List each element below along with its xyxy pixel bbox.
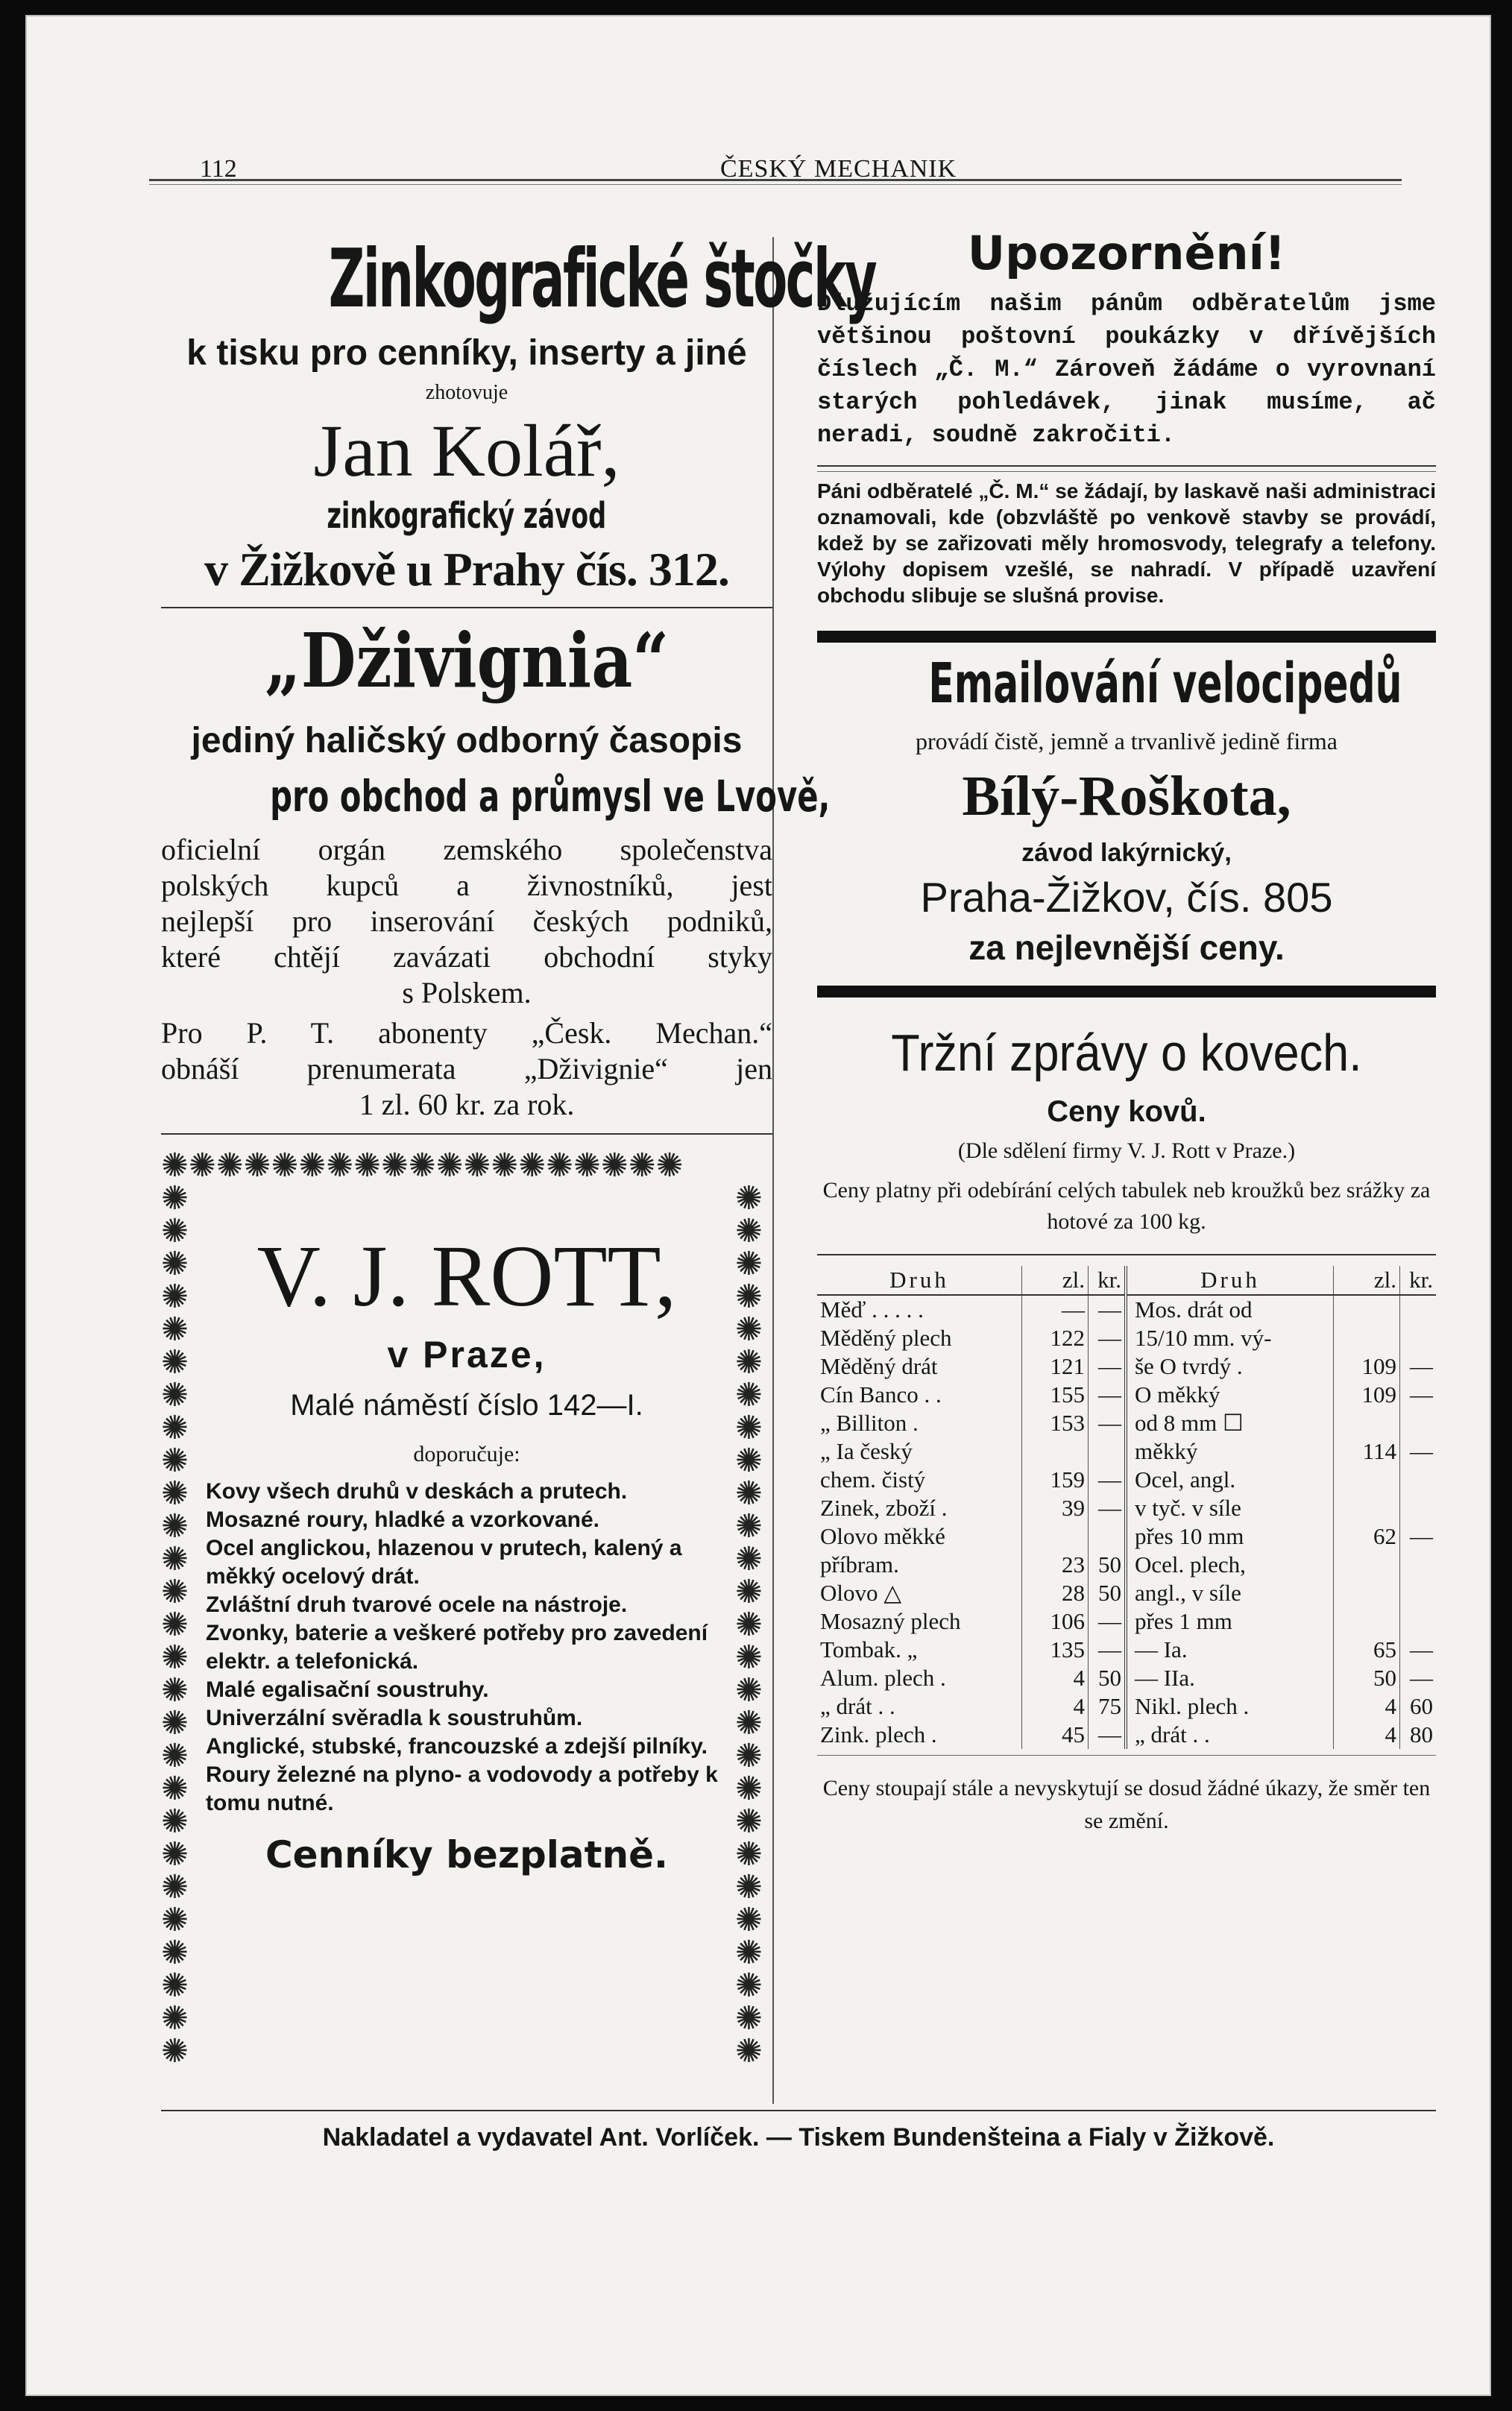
table-row bbox=[817, 1494, 1436, 1522]
bottom-rule bbox=[161, 2110, 1436, 2111]
table-cell-zl: 109 bbox=[1334, 1381, 1400, 1409]
table-cell-kr bbox=[1400, 1494, 1437, 1522]
table-cell-zl: 106 bbox=[1021, 1607, 1088, 1636]
table-cell-name: Mos. drát od bbox=[1126, 1295, 1334, 1324]
table-cell-zl: 62 bbox=[1334, 1522, 1400, 1551]
table-cell-name: přes 1 mm bbox=[1126, 1607, 1334, 1636]
rott-items bbox=[206, 1478, 728, 1818]
table-cell-name: — Ia. bbox=[1126, 1636, 1334, 1664]
dzivignia-ad bbox=[161, 608, 831, 1123]
rott-item: Zvláštní druh tvarové ocele na nástroje. bbox=[206, 1592, 628, 1617]
dzivignia-line1: jediný haličský odborný časopis bbox=[191, 721, 743, 760]
market-subtitle: Ceny kovů. bbox=[1047, 1095, 1206, 1128]
table-row bbox=[817, 1664, 1436, 1692]
table-row bbox=[817, 1692, 1436, 1721]
table-cell-name: Tombak. „ bbox=[820, 1636, 918, 1663]
table-cell-name: še O tvrdý . bbox=[1126, 1352, 1334, 1381]
divider bbox=[817, 986, 1436, 998]
divider bbox=[161, 1133, 772, 1135]
table-cell-name: Ocel. plech, bbox=[1126, 1551, 1334, 1579]
table-cell-name: „ drát . . bbox=[1126, 1721, 1334, 1749]
table-cell-kr bbox=[1400, 1551, 1437, 1579]
email-price: za nejlevnější ceny. bbox=[968, 928, 1285, 967]
table-cell-zl bbox=[1334, 1409, 1400, 1437]
rott-item: Mosazné roury, hladké a vzorkované. bbox=[206, 1507, 599, 1532]
table-row bbox=[817, 1579, 1436, 1607]
imprint-footer: Nakladatel a vydavatel Ant. Vorlíček. — Tiskem Bundenšteina a Fialy v Žižkově. bbox=[322, 2123, 1275, 2152]
dzivignia-line2: pro obchod a průmysl ve Lvově, bbox=[270, 771, 831, 822]
zinko-name: Jan Kolář, bbox=[313, 409, 620, 492]
notice-title: Upozornění! bbox=[967, 226, 1286, 280]
table-header-kr: kr. bbox=[1400, 1266, 1437, 1295]
table-row bbox=[817, 1381, 1436, 1409]
table-cell-name: od 8 mm ☐ bbox=[1126, 1409, 1334, 1437]
table-cell-kr: 60 bbox=[1400, 1692, 1437, 1721]
table-row bbox=[817, 1324, 1436, 1352]
table-cell-zl bbox=[1334, 1551, 1400, 1579]
table-cell-kr: — bbox=[1088, 1295, 1126, 1324]
zinko-title: Zinkografické štočky bbox=[328, 233, 876, 326]
table-cell-zl: 155 bbox=[1021, 1381, 1088, 1409]
email-firm: Bílý-Roškota, bbox=[962, 765, 1291, 828]
table-cell-name: Měděný plech bbox=[820, 1325, 952, 1351]
header-rule-thin bbox=[149, 184, 1402, 185]
table-cell-zl: 4 bbox=[1334, 1692, 1400, 1721]
table-cell-name: Olovo měkké bbox=[820, 1523, 945, 1549]
table-cell-name: — IIa. bbox=[1126, 1664, 1334, 1692]
divider bbox=[817, 465, 1436, 467]
header-rule bbox=[149, 179, 1402, 181]
table-cell-zl: 122 bbox=[1021, 1324, 1088, 1352]
table-row bbox=[817, 1437, 1436, 1466]
table-cell-name: Olovo △ bbox=[820, 1580, 902, 1606]
divider bbox=[817, 471, 1436, 472]
zinko-ad bbox=[161, 224, 876, 599]
table-cell-name: Zink. plech . bbox=[820, 1721, 937, 1747]
table-cell-kr bbox=[1400, 1324, 1437, 1352]
table-cell-zl bbox=[1021, 1437, 1088, 1466]
table-cell-zl: 114 bbox=[1334, 1437, 1400, 1466]
table-cell-name: měkký bbox=[1126, 1437, 1334, 1466]
table-header-zl: zl. bbox=[1021, 1266, 1088, 1295]
table-cell-zl: 159 bbox=[1021, 1466, 1088, 1494]
table-cell-zl: 23 bbox=[1021, 1551, 1088, 1579]
table-cell-zl: 65 bbox=[1334, 1636, 1400, 1664]
dzivignia-body-line: které chtějí zavázati obchodní styky bbox=[161, 940, 772, 974]
table-cell-zl: 109 bbox=[1334, 1352, 1400, 1381]
table-cell-name: „ Ia český bbox=[820, 1438, 913, 1464]
table-header-row bbox=[817, 1266, 1436, 1295]
dzivignia-subs2: obnáší prenumerata „Dživignie“ jen bbox=[161, 1052, 772, 1085]
table-cell-name: „ Billiton . bbox=[820, 1410, 919, 1436]
table-cell-zl bbox=[1021, 1522, 1088, 1551]
notice-section bbox=[817, 224, 1436, 608]
table-cell-kr: 80 bbox=[1400, 1721, 1437, 1749]
table-row bbox=[817, 1522, 1436, 1551]
table-row bbox=[817, 1295, 1436, 1324]
table-cell-zl bbox=[1334, 1579, 1400, 1607]
metal-price-table bbox=[817, 1266, 1436, 1749]
table-row bbox=[817, 1551, 1436, 1579]
table-row bbox=[817, 1636, 1436, 1664]
table-cell-kr: 75 bbox=[1088, 1692, 1126, 1721]
table-cell-kr: — bbox=[1088, 1324, 1126, 1352]
market-intro: Ceny platny při odebírání celých tabulek neb kroužků bez srážky za hotové za 100 kg. bbox=[822, 1178, 1431, 1234]
table-cell-name: Ocel, angl. bbox=[1126, 1466, 1334, 1494]
rott-item: Malé egalisační soustruhy. bbox=[206, 1677, 489, 1702]
dzivignia-body-line: nejlepší pro inserování českých podniků, bbox=[161, 904, 772, 938]
table-cell-kr: — bbox=[1088, 1494, 1126, 1522]
table-cell-kr: — bbox=[1088, 1636, 1126, 1664]
table-cell-zl bbox=[1334, 1466, 1400, 1494]
column-separator bbox=[772, 237, 774, 2104]
table-cell-zl: 121 bbox=[1021, 1352, 1088, 1381]
table-cell-name: angl., v síle bbox=[1126, 1579, 1334, 1607]
ornament-border-right-icon: ✺ ✺ ✺ ✺ ✺ ✺ ✺ ✺ ✺ ✺ ✺ ✺ ✺ ✺ ✺ ✺ ✺ ✺ ✺ ✺ ✺ ✺ ✺ ✺ ✺ ✺ ✺ bbox=[735, 1182, 763, 2062]
table-cell-zl bbox=[1334, 1494, 1400, 1522]
divider bbox=[817, 631, 1436, 643]
email-address: Praha-Žižkov, čís. 805 bbox=[920, 874, 1333, 921]
table-cell-name: v tyč. v síle bbox=[1126, 1494, 1334, 1522]
rott-item: Kovy všech druhů v deskách a prutech. bbox=[206, 1479, 628, 1504]
table-cell-name: Alum. plech . bbox=[820, 1665, 946, 1691]
table-cell-zl: 50 bbox=[1334, 1664, 1400, 1692]
table-cell-kr: — bbox=[1088, 1721, 1126, 1749]
table-cell-kr: — bbox=[1400, 1522, 1437, 1551]
table-cell-name: Zinek, zboží . bbox=[820, 1495, 948, 1521]
rott-city: v Praze, bbox=[387, 1334, 546, 1375]
table-cell-kr: 50 bbox=[1088, 1664, 1126, 1692]
market-source: (Dle sdělení firmy V. J. Rott v Praze.) bbox=[957, 1138, 1296, 1163]
table-cell-name: chem. čistý bbox=[820, 1466, 926, 1493]
table-cell-kr: — bbox=[1400, 1352, 1437, 1381]
table-row bbox=[817, 1352, 1436, 1381]
zinko-small: zhotovuje bbox=[425, 381, 508, 404]
market-title: Tržní zprávy o kovech. bbox=[891, 1024, 1362, 1082]
dzivignia-title: „Dživignia“ bbox=[264, 617, 670, 705]
market-footnote: Ceny stoupají stále a nevyskytují se dosud žádné úkazy, že směr ten se změní. bbox=[822, 1776, 1431, 1833]
table-cell-kr: — bbox=[1088, 1381, 1126, 1409]
table-header-druh: Druh bbox=[817, 1266, 1021, 1295]
table-cell-kr: 50 bbox=[1088, 1551, 1126, 1579]
table-cell-kr bbox=[1400, 1579, 1437, 1607]
notice-body: Dlužujícím našim pánům odběratelům jsme většinou poštovní poukázky v dřívějších číslech „Č. M.“ Zároveň žádáme o vyrovnaní starých pohledávek, jinak musíme, ač neradi, soudně zakročiti. bbox=[817, 290, 1436, 449]
table-header-zl: zl. bbox=[1334, 1266, 1400, 1295]
table-cell-zl: 39 bbox=[1021, 1494, 1088, 1522]
table-cell-kr bbox=[1088, 1437, 1126, 1466]
table-header-kr: kr. bbox=[1088, 1266, 1126, 1295]
table-cell-kr bbox=[1400, 1607, 1437, 1636]
divider bbox=[817, 1755, 1436, 1756]
right-column bbox=[817, 224, 1436, 1838]
table-cell-kr bbox=[1400, 1409, 1437, 1437]
table-cell-name: Měď . . . . . bbox=[820, 1296, 924, 1323]
rott-recommends: doporučuje: bbox=[413, 1442, 520, 1466]
ornament-border-left-icon: ✺ ✺ ✺ ✺ ✺ ✺ ✺ ✺ ✺ ✺ ✺ ✺ ✺ ✺ ✺ ✺ ✺ ✺ ✺ ✺ ✺ ✺ ✺ ✺ ✺ ✺ ✺ bbox=[161, 1182, 189, 2062]
rott-ad bbox=[161, 1150, 772, 2067]
table-cell-name: Mosazný plech bbox=[820, 1608, 961, 1634]
table-cell-kr: — bbox=[1400, 1381, 1437, 1409]
table-row bbox=[817, 1721, 1436, 1749]
email-line1: provádí čistě, jemně a trvanlivě jedině firma bbox=[916, 728, 1338, 754]
email-ad bbox=[817, 643, 1436, 971]
table-cell-name: Nikl. plech . bbox=[1126, 1692, 1334, 1721]
rott-item: Ocel anglickou, hlazenou v prutech, kalený a měkký ocelový drát. bbox=[206, 1536, 682, 1589]
notice-body2: Páni odběratelé „Č. M.“ se žádají, by laskavě naši administraci oznamovali, kde (obzvláště po venkově stavby se provádí, kdež by se zařizovati měly hromosvody, telegrafy a telefony. Výlohy dopisem vzešlé, se nahradí. V případě uzavření obchodu slibuje se slušná provise. bbox=[817, 479, 1436, 607]
table-cell-kr: — bbox=[1088, 1352, 1126, 1381]
journal-title: ČESKÝ MECHANIK bbox=[720, 155, 957, 183]
table-cell-kr: 50 bbox=[1088, 1579, 1126, 1607]
table-cell-kr: — bbox=[1088, 1607, 1126, 1636]
rott-item: Zvonky, baterie a veškeré potřeby pro zavedení elektr. a telefonická. bbox=[206, 1621, 708, 1674]
table-row bbox=[817, 1409, 1436, 1437]
table-cell-kr bbox=[1400, 1466, 1437, 1494]
table-cell-name: přes 10 mm bbox=[1126, 1522, 1334, 1551]
table-row bbox=[817, 1607, 1436, 1636]
rott-item: Anglické, stubské, francouzské a zdejší pilníky. bbox=[206, 1734, 708, 1759]
zinko-address: v Žižkově u Prahy čís. 312. bbox=[204, 543, 729, 596]
dzivignia-body-line: s Polskem. bbox=[402, 976, 532, 1009]
table-cell-zl bbox=[1334, 1295, 1400, 1324]
table-cell-zl: 135 bbox=[1021, 1636, 1088, 1664]
table-cell-kr: — bbox=[1088, 1466, 1126, 1494]
table-cell-kr bbox=[1088, 1522, 1126, 1551]
table-cell-zl bbox=[1334, 1607, 1400, 1636]
table-cell-zl: 4 bbox=[1021, 1692, 1088, 1721]
table-cell-zl: 4 bbox=[1334, 1721, 1400, 1749]
table-cell-zl: 4 bbox=[1021, 1664, 1088, 1692]
email-title: Emailování velocipedů bbox=[928, 652, 1402, 716]
rott-item: Univerzální svěradla k soustruhům. bbox=[206, 1706, 583, 1730]
page-number: 112 bbox=[200, 155, 237, 183]
table-cell-kr: — bbox=[1400, 1636, 1437, 1664]
table-cell-zl: 28 bbox=[1021, 1579, 1088, 1607]
table-cell-kr bbox=[1400, 1295, 1437, 1324]
table-cell-name: O měkký bbox=[1126, 1381, 1334, 1409]
table-cell-kr: — bbox=[1088, 1409, 1126, 1437]
dzivignia-subs1: Pro P. T. abonenty „Česk. Mechan.“ bbox=[161, 1016, 772, 1050]
divider bbox=[817, 1254, 1436, 1255]
zinko-firm: zinkografický závod bbox=[327, 495, 607, 537]
zinko-subtitle: k tisku pro cenníky, inserty a jiné bbox=[186, 333, 747, 373]
rott-name: V. J. ROTT, bbox=[256, 1227, 677, 1325]
table-cell-zl: 45 bbox=[1021, 1721, 1088, 1749]
email-kind: závod lakýrnický, bbox=[1021, 839, 1232, 867]
table-cell-zl: — bbox=[1021, 1295, 1088, 1324]
table-cell-name: Cín Banco . . bbox=[820, 1381, 942, 1408]
market-section bbox=[817, 1017, 1436, 1238]
rott-item: Roury železné na plyno- a vodovody a potřeby k tomu nutné. bbox=[206, 1762, 718, 1815]
table-cell-name: 15/10 mm. vý- bbox=[1126, 1324, 1334, 1352]
table-row bbox=[817, 1466, 1436, 1494]
dzivignia-body bbox=[161, 832, 772, 1123]
table-cell-name: příbram. bbox=[820, 1551, 899, 1578]
ornament-border-top-icon: ✺✺✺✺✺✺✺✺✺✺✺✺✺✺✺✺✺✺✺ bbox=[161, 1150, 684, 1182]
dzivignia-body-line: polských kupců a živnostníků, jest bbox=[161, 869, 772, 902]
table-cell-name: Měděný drát bbox=[820, 1353, 938, 1379]
table-cell-name: „ drát . . bbox=[820, 1693, 895, 1719]
rott-footer: Cenníky bezplatně. bbox=[265, 1833, 669, 1876]
rott-address: Malé náměstí číslo 142—I. bbox=[290, 1389, 643, 1422]
table-header-druh: Druh bbox=[1126, 1266, 1334, 1295]
dzivignia-subs3: 1 zl. 60 kr. za rok. bbox=[359, 1088, 575, 1121]
table-cell-kr: — bbox=[1400, 1664, 1437, 1692]
table-cell-kr: — bbox=[1400, 1437, 1437, 1466]
dzivignia-body-line: oficielní orgán zemského společenstva bbox=[161, 833, 772, 866]
table-cell-zl: 153 bbox=[1021, 1409, 1088, 1437]
table-cell-zl bbox=[1334, 1324, 1400, 1352]
